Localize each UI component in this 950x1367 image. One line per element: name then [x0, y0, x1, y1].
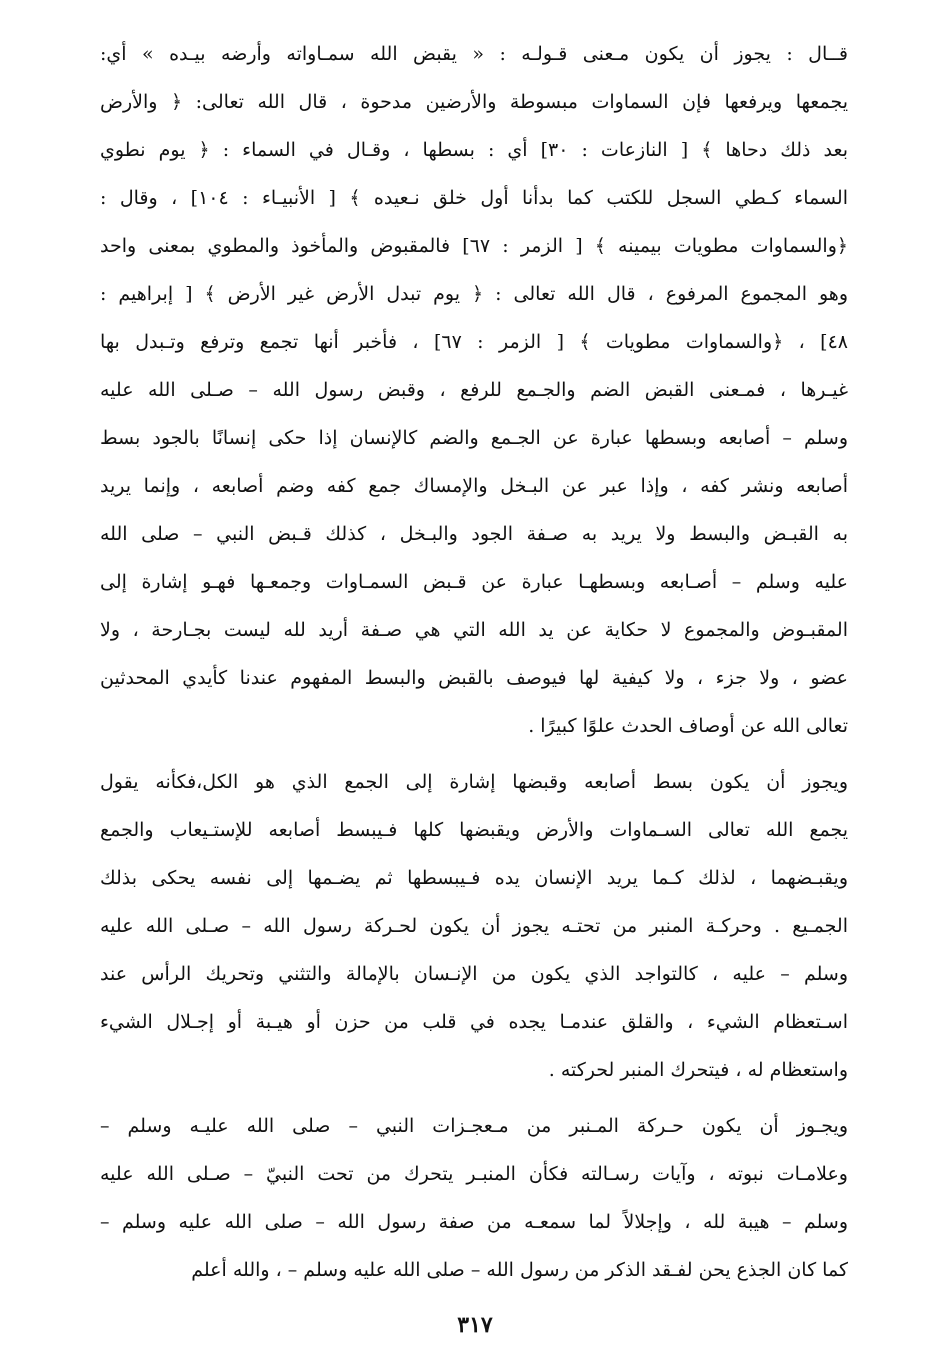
paragraph-gap — [100, 1094, 848, 1102]
text-line: ويجـوز أن يكون حـركة المـنبر من مـعجـزات النبي – صلى الله عليـه وسلم – — [100, 1115, 848, 1137]
paragraph-gap — [100, 750, 848, 758]
text-line: المقبـوض والمجموع لا حكاية عن يد الله التي هي صـفة أريد لله ليست بجـارحة ، ولا — [100, 619, 848, 641]
text-line: ويجوز أن يكون بسط أصابعه وقبضها إشارة إلى الجمع الذي هو الكل،فكأنه يقول — [100, 771, 848, 793]
text-line: يجمعها ويرفعها فإن السماوات مبسوطة والأرضين مدحوة ، قال الله تعالى: ﴿ والأرض — [100, 91, 848, 113]
text-line: ويقبـضهما ، لذلك كـما يريد الإنسان يده فـيبسطها ثم يضـمها إلى نفسه يحكى بذلك — [100, 867, 848, 889]
text-line: عليه وسلم – أصـابعه وبسطهـا عبارة عن قـبض السمـاوات وجمعـها فهـو إشارة إلى — [100, 571, 848, 593]
text-line: عضو ، ولا جزء ، ولا كيفية لها فيوصف بالقبض والبسط المفهوم عندنا كأيدي المحدثين — [100, 667, 848, 689]
paragraph-1 — [100, 30, 848, 750]
text-line: قــال : يجوز أن يكون مـعنى قـولـه : « يقبض الله سمـاواته وأرضه بيـده » أي: — [100, 43, 848, 65]
text-line: وسلم – عليه ، كالتواجد الذي يكون من الإنـسان بالإمالة والتثني وتحريك الرأس عند — [100, 963, 848, 985]
text-line: به القبـض والبسط ولا يريد به صـفة الجود والبـخل ، كذلك قـبض النبي – صلى الله — [100, 523, 848, 545]
text-line: غيـرها ، فمـعنى القبض الضم والجـمع للرفع ، وقبض رسول الله – صـلى الله عليه — [100, 379, 848, 401]
paragraph-3 — [100, 1102, 848, 1294]
text-line: اسـتعظام الشيء ، والقلق عندمـا يجده في قلب من حزن أو هيـبة أو إجـلال الشيء — [100, 1011, 848, 1033]
page-body — [100, 30, 848, 1294]
text-line: واستعظام له ، فيتحرك المنبر لحركته . — [548, 1059, 848, 1081]
text-line: وسلم – أصابعه وبسطها عبارة عن الجـمع والضم كالإنسان إذا حكى إنسانًا بالجود بسط — [100, 427, 848, 449]
text-line: تعالى الله عن أوصاف الحدث علوًا كبيرًا . — [528, 715, 848, 737]
text-line: يجمع الله تعالى السـماوات والأرض ويقبضها كلها فـيبسط أصابعه للإستـيعاب والجمع — [100, 819, 848, 841]
text-line: ٤٨] ، ﴿والسماوات مطويات ﴾ [ الزمر : ٦٧] ، فأخبر أنها تجمع وترفع وتـبدل بها — [100, 331, 848, 353]
text-line: بعد ذلك دحاها ﴾ [ النازعات : ٣٠] أي : بسطها ، وقـال في السماء : ﴿ يوم نطوي — [100, 139, 848, 161]
text-line: كما كان الجذع يحن لفـقد الذكر من رسول الله – صلى الله عليه وسلم – ، والله أعلم — [191, 1259, 848, 1281]
page-number: ٣١٧ — [457, 1312, 493, 1338]
paragraph-2 — [100, 758, 848, 1094]
text-line: السماء كـطي السجل للكتب كما بدأنا أول خلق نـعيده ﴾ [ الأنبيـاء : ١٠٤] ، وقال : — [100, 187, 848, 209]
text-line: وسلم – هيبة لله ، وإجلالاً لما سمعـه من صفة رسول الله – صلى الله عليه وسلم – — [100, 1211, 848, 1233]
text-line: الجمـيع . وحركـة المنبر من تحتـه يجوز أن يكون لحـركة رسول الله – صـلى الله عليه — [100, 915, 848, 937]
text-line: ﴿والسماوات مطويات بيمينه ﴾ [ الزمر : ٦٧] فالمقبوض والمأخوذ والمطوي بمعنى واحد — [100, 235, 848, 257]
text-line: وعلامـات نبوته ، وآيات رسـالته فكأن المنبـر يتحرك من تحت النبيّ – صـلى الله عليه — [100, 1163, 848, 1185]
text-line: أصابعه ونشر كفه ، وإذا عبر عن البـخل والإمساك جمع كفه وضم أصابعه ، وإنما يريد — [100, 475, 848, 497]
text-line: وهو المجموع المرفوع ، قال الله تعالى : ﴿ يوم تبدل الأرض غير الأرض ﴾ [ إبراهيم : — [100, 283, 848, 305]
